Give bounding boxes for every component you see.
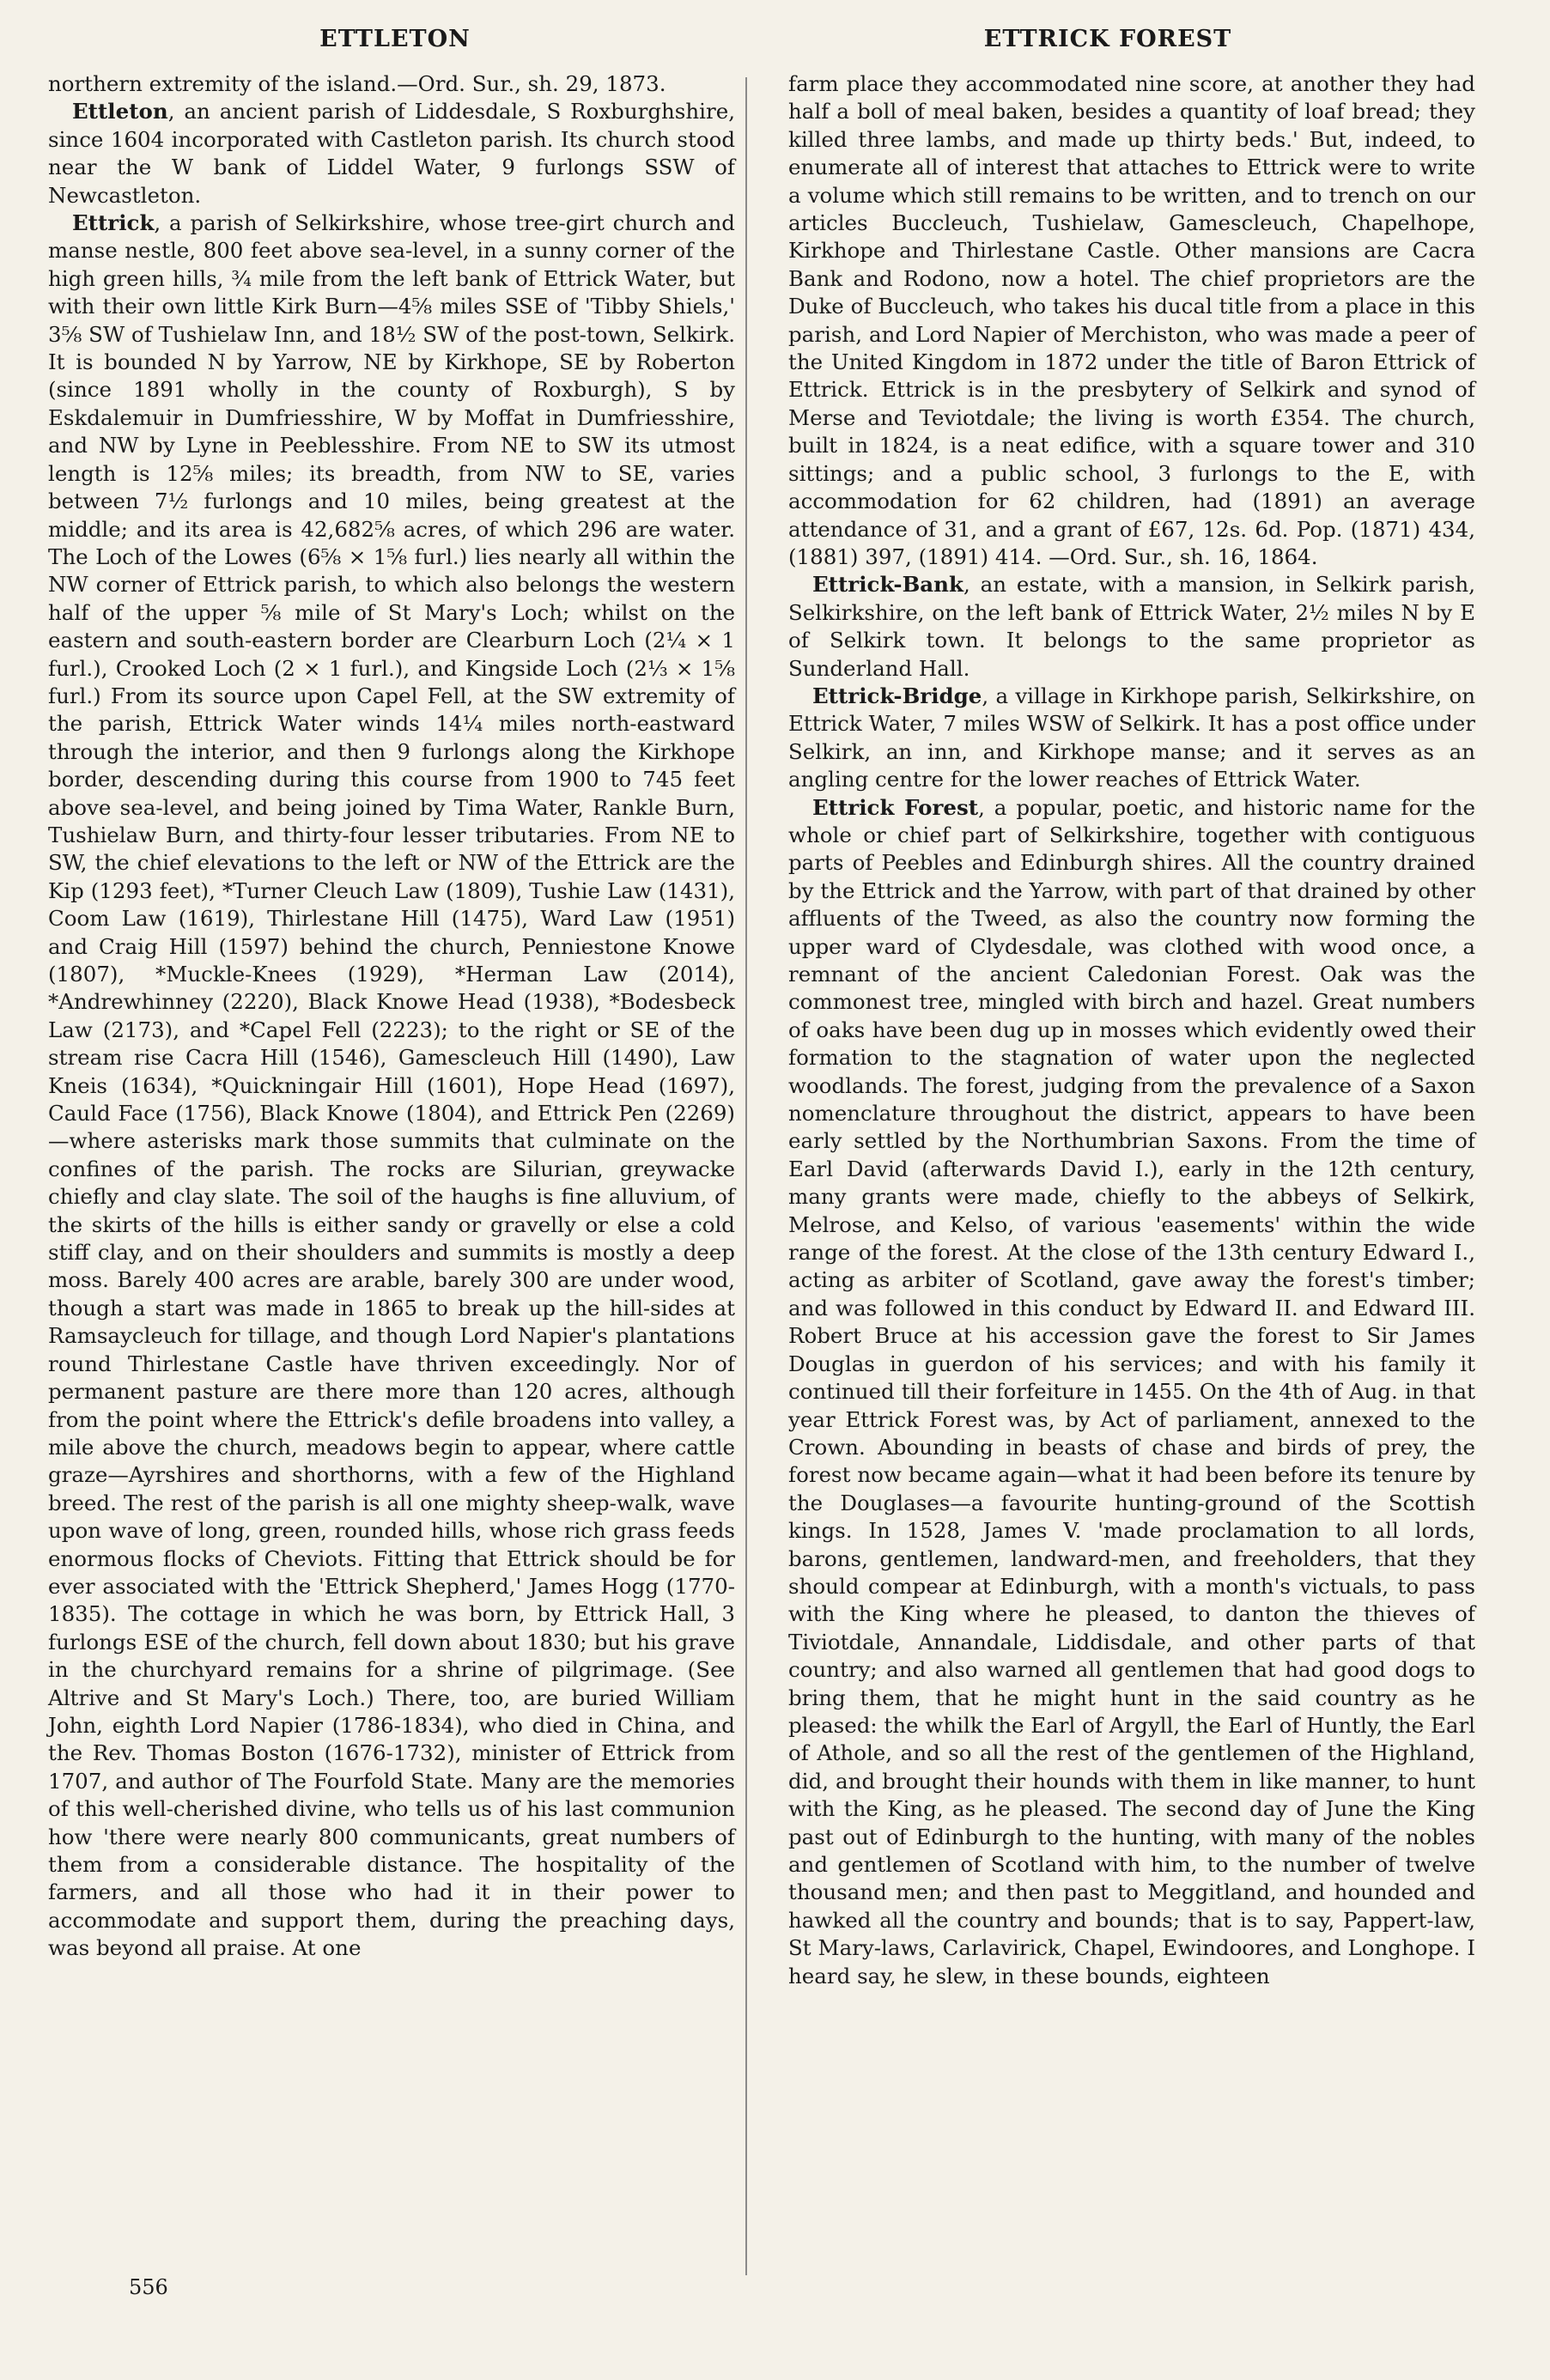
entry-headword: Ettrick-Bank	[812, 572, 963, 598]
entry-ettrick-bridge: Ettrick-Bridge, a village in Kirkhope parish, Selkirkshire, on Ettrick Water, 7 miles WSW of Selkirk. It has a post office under Selkirk, an inn, and Kirkhope manse; and it serves as an angling centre for the lower reaches of Ettrick Water.	[788, 683, 1475, 792]
left-column	[48, 70, 735, 1963]
entry-ettrick-bank: Ettrick-Bank, an estate, with a mansion, in Selkirk parish, Selkirkshire, on the left bank of Ettrick Water, 2½ miles N by E of Selkirk town. It belongs to the same proprietor as Sunderland Hall.	[788, 572, 1475, 681]
page-number: 556	[129, 2275, 168, 2299]
page-header	[0, 0, 1550, 60]
entry-ettleton: Ettleton, an ancient parish of Liddesdale, S Roxburghshire, since 1604 incorporated with Castleton parish. Its church stood near the W bank of Liddel Water, 9 furlongs SSW of Newcastleton.	[48, 99, 735, 208]
entry-headword: Ettleton	[72, 99, 168, 124]
entry-ettrick-forest: Ettrick Forest, a popular, poetic, and historic name for the whole or chief part of Selkirkshire, together with contiguous parts of Peebles and Edinburgh shires. All the country drained by the Ettrick and the Yarrow, with part of that drained by other affluents of the Tweed, as also the country now forming the upper ward of Clydesdale, was clothed with wood once, a remnant of the ancient Caledonian Forest. Oak was the commonest tree, mingled with birch and hazel. Great numbers of oaks have been dug up in mosses which evidently owed their formation to the stagnation of water upon the neglected woodlands. The forest, judging from the prevalence of a Saxon nomenclature throughout the district, appears to have been early settled by the Northumbrian Saxons. From the time of Earl David (afterwards David I.), early in the 12th century, many grants were made, chiefly to the abbeys of Selkirk, Melrose, and Kelso, of various 'easements' within the wide range of the forest. At the close of the 13th century Edward I., acting as arbiter of Scotland, gave away the forest's timber; and was followed in this conduct by Edward II. and Edward III. Robert Bruce at his accession gave the forest to Sir James Douglas in guerdon of his services; and with his family it continued till their forfeiture in 1455. On the 4th of Aug. in that year Ettrick Forest was, by Act of parliament, annexed to the Crown. Abounding in beasts of chase and birds of prey, the forest now became again—what it had been before its tenure by the Douglases—a favourite hunting-ground of the Scottish kings. In 1528, James V. 'made proclamation to all lords, barons, gentlemen, landward-men, and freeholders, that they should compear at Edinburgh, with a month's victuals, to pass with the King where he pleased, to danton the thieves of Tiviotdale, Annandale, Liddisdale, and other parts of that country; and also warned all gentlemen that had good dogs to bring them, that he might hunt in the said country as he pleased: the whilk the Earl of Argyll, the Earl of Huntly, the Earl of Athole, and so all the rest of the gentlemen of the Highland, did, and brought their hounds with them in like manner, to hunt with the King, as he pleased. The second day of June the King past out of Edinburgh to the hunting, with many of the nobles and gentlemen of Scotland with him, to the number of twelve thousand men; and then past to Meggitland, and hounded and hawked all the country and bounds; that is to say, Pappert-law, St Mary-laws, Carlavirick, Chapel, Ewindoores, and Longhope. I heard say, he slew, in these bounds, eighteen	[788, 794, 1476, 1988]
running-head-right: ETTRICK FOREST	[983, 26, 1232, 52]
paragraph: northern extremity of the island.—Ord. Sur., sh. 29, 1873.	[48, 71, 666, 96]
entry-headword: Ettrick-Bridge	[812, 683, 982, 708]
right-column	[788, 70, 1475, 1990]
entry-headword: Ettrick	[72, 210, 155, 236]
paragraph: farm place they accommodated nine score, at another they had half a boll of meal baken, besides a quantity of loaf bread; they killed three lambs, and made up thirty beds.' But, indeed, to enumerate all of interest that attaches to Ettrick were to write a volume which still remains to be written, and to trench on our articles Buccleuch, Tushielaw, Gamescleuch, Chapelhope, Kirkhope and Thirlestane Castle. Other mansions are Cacra Bank and Rodono, now a hotel. The chief proprietors are the Duke of Buccleuch, who takes his ducal title from a place in this parish, and Lord Napier of Merchiston, who was made a peer of the United Kingdom in 1872 under the title of Baron Ettrick of Ettrick. Ettrick is in the presbytery of Selkirk and synod of Merse and Teviotdale; the living is worth £354. The church, built in 1824, is a neat edifice, with a square tower and 310 sittings; and a public school, 3 furlongs to the E, with accommodation for 62 children, had (1891) an average attendance of 31, and a grant of £67, 12s. 6d. Pop. (1871) 434, (1881) 397, (1891) 414. —Ord. Sur., sh. 16, 1864.	[788, 71, 1475, 569]
entry-headword: Ettrick Forest	[812, 794, 979, 820]
running-head-left: ETTLETON	[319, 26, 471, 52]
entry-ettrick: Ettrick, a parish of Selkirkshire, whose tree-girt church and manse nestle, 800 feet above sea-level, in a sunny corner of the high green hills, ¾ mile from the left bank of Ettrick Water, but with their own little Kirk Burn—4⅝ miles SSE of 'Tibby Shiels,' 3⅝ SW of Tushielaw Inn, and 18½ SW of the post-town, Selkirk. It is bounded N by Yarrow, NE by Kirkhope, SE by Roberton (since 1891 wholly in the county of Roxburgh), S by Eskdalemuir in Dumfriesshire, W by Moffat in Dumfriesshire, and NW by Lyne in Peeblesshire. From NE to SW its utmost length is 12⅝ miles; its breadth, from NW to SE, varies between 7½ furlongs and 10 miles, being greatest at the middle; and its area is 42,682⅝ acres, of which 296 are water. The Loch of the Lowes (6⅝ × 1⅝ furl.) lies nearly all within the NW corner of Ettrick parish, to which also belongs the western half of the upper ⅝ mile of St Mary's Loch; whilst on the eastern and south-eastern border are Clearburn Loch (2¼ × 1 furl.), Crooked Loch (2 × 1 furl.), and Kingside Loch (2⅓ × 1⅝ furl.) From its source upon Capel Fell, at the SW extremity of the parish, Ettrick Water winds 14¼ miles north-eastward through the interior, and then 9 furlongs along the Kirkhope border, descending during this course from 1900 to 745 feet above sea-level, and being joined by Tima Water, Rankle Burn, Tushielaw Burn, and thirty-four lesser tributaries. From NE to SW, the chief elevations to the left or NW of the Ettrick are the Kip (1293 feet), *Turner Cleuch Law (1809), Tushie Law (1431), Coom Law (1619), Thirlestane Hill (1475), Ward Law (1951) and Craig Hill (1597) behind the church, Penniestone Knowe (1807), *Muckle-Knees (1929), *Herman Law (2014), *Andrewhinney (2220), Black Knowe Head (1938), *Bodesbeck Law (2173), and *Capel Fell (2223); to the right or SE of the stream rise Cacra Hill (1546), Gamescleuch Hill (1490), Law Kneis (1634), *Quickningair Hill (1601), Hope Head (1697), Cauld Face (1756), Black Knowe (1804), and Ettrick Pen (2269)—where asterisks mark those summits that culminate on the confines of the parish. The rocks are Silurian, greywacke chiefly and clay slate. The soil of the haughs is fine alluvium, of the skirts of the hills is either sandy or gravelly or else a cold stiff clay, and on their shoulders and summits is mostly a deep moss. Barely 400 acres are arable, barely 300 are under wood, though a start was made in 1865 to break up the hill-sides at Ramsaycleuch for tillage, and though Lord Napier's plantations round Thirlestane Castle have thriven exceedingly. Nor of permanent pasture are there more than 120 acres, although from the point where the Ettrick's defile broadens into valley, a mile above the church, meadows begin to appear, where cattle graze—Ayrshires and shorthorns, with a few of the Highland breed. The rest of the parish is all one mighty sheep-walk, wave upon wave of long, green, rounded hills, whose rich grass feeds enormous flocks of Cheviots. Fitting that Ettrick should be for ever associated with the 'Ettrick Shepherd,' James Hogg (1770-1835). The cottage in which he was born, by Ettrick Hall, 3 furlongs ESE of the church, fell down about 1830; but his grave in the churchyard remains for a shrine of pilgrimage. (See Altrive and St Mary's Loch.) There, too, are buried William John, eighth Lord Napier (1786-1834), who died in China, and the Rev. Thomas Boston (1676-1732), minister of Ettrick from 1707, and author of The Fourfold State. Many are the memories of this well-cherished divine, who tells us of his last communion how 'there were nearly 800 communicants, great numbers of them from a considerable distance. The hospitality of the farmers, and all those who had it in their power to accommodate and support them, during the preaching days, was beyond all praise. At one	[48, 210, 735, 1961]
column-divider	[745, 77, 747, 2275]
